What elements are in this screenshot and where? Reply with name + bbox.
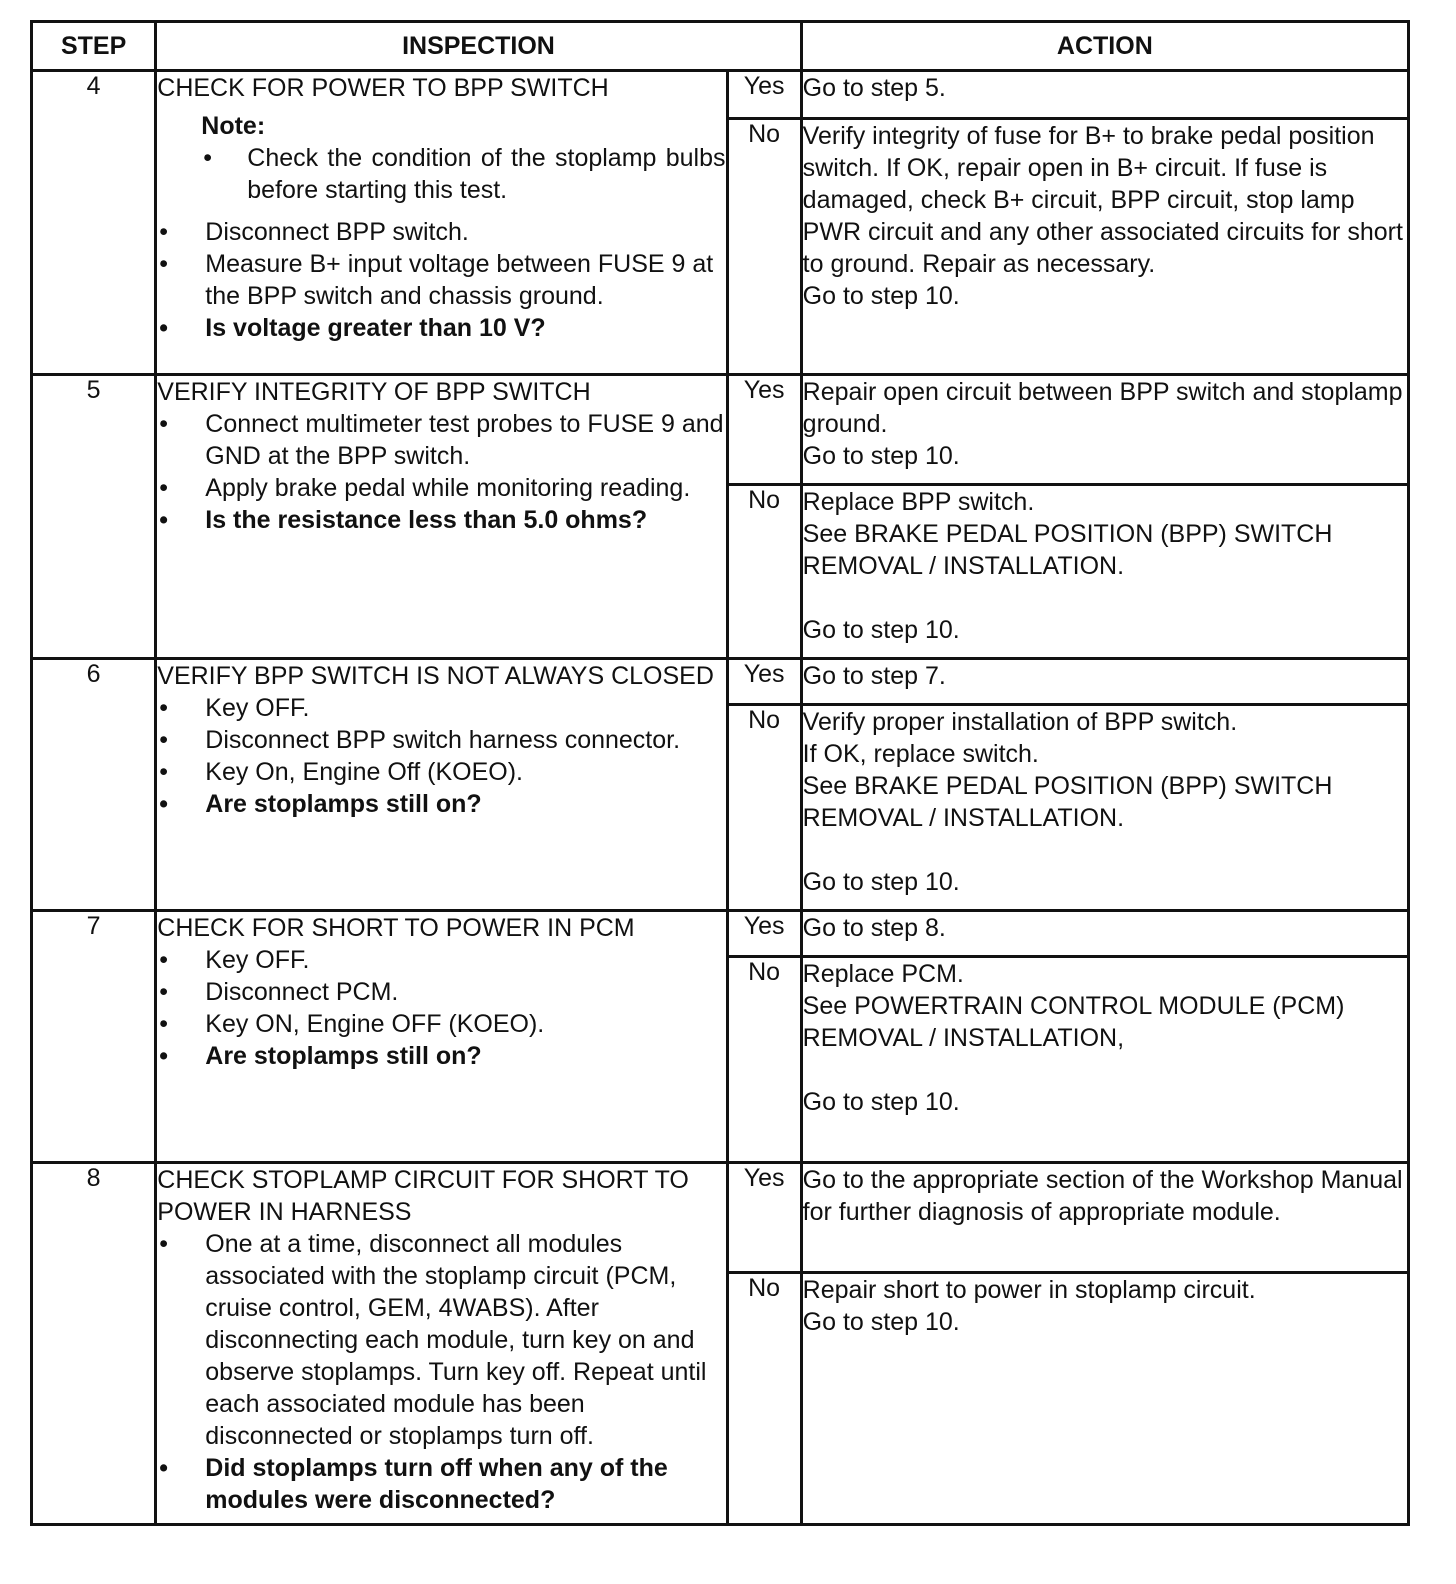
no-action <box>801 485 1408 659</box>
yes-action <box>801 71 1408 119</box>
inspection-title: CHECK STOPLAMP CIRCUIT FOR SHORT TO POWER IN HARNESS <box>157 1166 689 1226</box>
inspection-bullet: • Connect multimeter test probes to FUSE 9 and GND at the BPP switch. <box>157 408 725 472</box>
inspection-bullet: • Disconnect BPP switch. <box>157 216 725 248</box>
action-line: Verify proper installation of BPP switch. <box>802 708 1238 736</box>
inspection-title: VERIFY BPP SWITCH IS NOT ALWAYS CLOSED <box>157 662 714 690</box>
header-action: ACTION <box>801 22 1408 71</box>
action-line: Go to step 10. <box>802 868 960 896</box>
header-row <box>32 22 1409 71</box>
inspection-question: • Is the resistance less than 5.0 ohms? <box>157 504 725 536</box>
yes-label: Yes <box>727 659 801 705</box>
yes-label: Yes <box>727 1163 801 1273</box>
step-row <box>32 659 1409 705</box>
step-row <box>32 1163 1409 1273</box>
step-number: 5 <box>32 375 156 659</box>
step-row <box>32 71 1409 119</box>
action-line: Go to step 10. <box>802 1088 960 1116</box>
inspection-bullet: • Apply brake pedal while monitoring reading. <box>157 472 725 504</box>
yes-label: Yes <box>727 375 801 485</box>
no-label: No <box>727 705 801 911</box>
no-label: No <box>727 485 801 659</box>
yes-label: Yes <box>727 71 801 119</box>
inspection-title: CHECK FOR SHORT TO POWER IN PCM <box>157 914 635 942</box>
note-label: Note: <box>201 112 266 140</box>
note-block <box>157 110 725 206</box>
inspection-bullet: • Key On, Engine Off (KOEO). <box>157 756 725 788</box>
no-action <box>801 705 1408 911</box>
step-number: 6 <box>32 659 156 911</box>
inspection-cell <box>156 659 727 911</box>
yes-label: Yes <box>727 911 801 957</box>
inspection-bullet: • Key OFF. <box>157 692 725 724</box>
inspection-bullet: • Disconnect BPP switch harness connector. <box>157 724 725 756</box>
action-line: Go to step 7. <box>802 662 946 690</box>
inspection-bullet: • Disconnect PCM. <box>157 976 725 1008</box>
action-line: Replace PCM. <box>802 960 964 988</box>
inspection-question: • Are stoplamps still on? <box>157 1040 725 1072</box>
no-action <box>801 119 1408 375</box>
no-label: No <box>727 119 801 375</box>
step-number: 4 <box>32 71 156 375</box>
inspection-title: VERIFY INTEGRITY OF BPP SWITCH <box>157 378 591 406</box>
yes-action <box>801 375 1408 485</box>
header-step: STEP <box>32 22 156 71</box>
no-label: No <box>727 1273 801 1525</box>
action-line: If OK, replace switch. <box>802 740 1039 768</box>
action-line: Go to step 8. <box>802 914 946 942</box>
action-line: Replace BPP switch. <box>802 488 1035 516</box>
inspection-cell <box>156 1163 727 1525</box>
inspection-question: • Are stoplamps still on? <box>157 788 725 820</box>
action-line: See BRAKE PEDAL POSITION (BPP) SWITCH REMOVAL / INSTALLATION. <box>802 520 1333 580</box>
inspection-question: • Is voltage greater than 10 V? <box>157 312 725 344</box>
diagnostic-table <box>30 20 1410 1526</box>
action-line: Go to step 10. <box>802 282 960 310</box>
inspection-bullet: • One at a time, disconnect all modules associated with the stoplamp circuit (PCM, cruise control, GEM, 4WABS). After disconnecting each module, turn key on and observe stoplamps. Turn key off. Repeat until each associated module has been disconnected or stoplamps turn off. <box>157 1228 725 1452</box>
yes-action <box>801 659 1408 705</box>
step-number: 7 <box>32 911 156 1163</box>
action-line: Verify integrity of fuse for B+ to brake pedal position switch. If OK, repair open in B+ circuit. If fuse is damaged, check B+ circuit, BPP circuit, stop lamp PWR circuit and any other associated circuits for short to ground. Repair as necessary. <box>802 122 1403 278</box>
action-line: Repair short to power in stoplamp circuit. <box>802 1276 1256 1304</box>
header-inspection: INSPECTION <box>156 22 801 71</box>
no-label: No <box>727 957 801 1163</box>
step-number: 8 <box>32 1163 156 1525</box>
inspection-cell <box>156 375 727 659</box>
inspection-bullet: • Key ON, Engine OFF (KOEO). <box>157 1008 725 1040</box>
action-line: Go to the appropriate section of the Workshop Manual for further diagnosis of appropriate module. <box>802 1166 1403 1226</box>
action-line: Go to step 10. <box>802 616 960 644</box>
step-row <box>32 911 1409 957</box>
action-line: See POWERTRAIN CONTROL MODULE (PCM) REMOVAL / INSTALLATION, <box>802 992 1345 1052</box>
note-item: • Check the condition of the stoplamp bulbs before starting this test. <box>201 142 725 206</box>
action-line: See BRAKE PEDAL POSITION (BPP) SWITCH REMOVAL / INSTALLATION. <box>802 772 1333 832</box>
no-action <box>801 957 1408 1163</box>
inspection-cell <box>156 911 727 1163</box>
inspection-bullet: • Measure B+ input voltage between FUSE 9 at the BPP switch and chassis ground. <box>157 248 725 312</box>
yes-action <box>801 1163 1408 1273</box>
inspection-bullet: • Key OFF. <box>157 944 725 976</box>
inspection-question: • Did stoplamps turn off when any of the modules were disconnected? <box>157 1452 725 1516</box>
no-action <box>801 1273 1408 1525</box>
action-line: Repair open circuit between BPP switch and stoplamp ground. <box>802 378 1403 438</box>
step-row <box>32 375 1409 485</box>
inspection-title: CHECK FOR POWER TO BPP SWITCH <box>157 74 609 102</box>
inspection-cell <box>156 71 727 375</box>
action-line: Go to step 5. <box>802 74 946 102</box>
yes-action <box>801 911 1408 957</box>
action-line: Go to step 10. <box>802 1308 960 1336</box>
action-line: Go to step 10. <box>802 442 960 470</box>
